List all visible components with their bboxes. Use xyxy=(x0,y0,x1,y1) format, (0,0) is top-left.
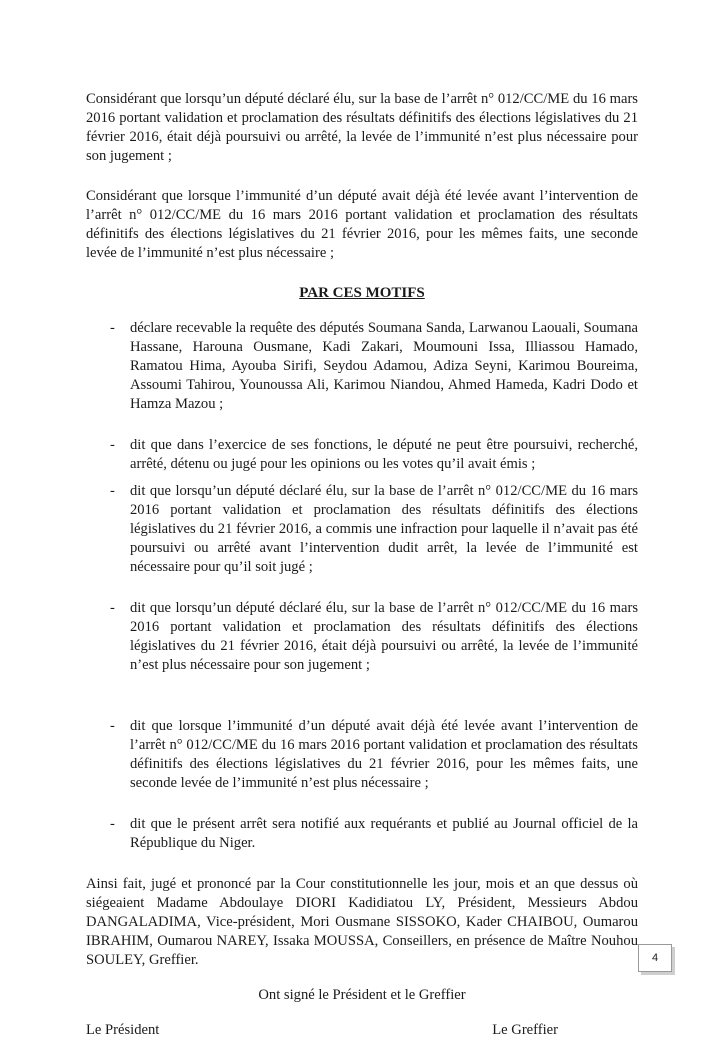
closing-paragraph: Ainsi fait, jugé et prononcé par la Cour constitutionnelle les jour, mois et an que dessus où siégeaient Madame Abdoulaye DIORI Kadidiatou LY, Président, Messieurs Abdou DANGALADIMA, Vice-président, Mori Ousmane SISSOKO, Kader CHAIBOU, Oumarou IBRAHIM, Oumarou NAREY, Issaka MOUSSA, Conseillers, en présence de Maître Nouhou SOULEY, Greffier. xyxy=(86,876,638,968)
list-item-text: déclare recevable la requête des députés Soumana Sanda, Larwanou Laouali, Soumana Hassane, Harouna Ousmane, Kadi Zakari, Moumouni Issa, Illiassou Hamado, Ramatou Hima, Ayouba Sirifi, Seydou Adamou, Adiza Seyni, Karimou Boureima, Assoumi Tahirou, Younoussa Ali, Karimou Niandou, Ahmed Hameda, Kadri Dodo et Hamza Mazou ; xyxy=(130,320,638,412)
signed-line: Ont signé le Président et le Greffier xyxy=(258,987,466,1003)
motifs-list xyxy=(86,319,638,853)
signature-president: Le Président xyxy=(86,1022,160,1038)
page-number: 4 xyxy=(638,944,672,972)
list-dash: - xyxy=(110,718,115,734)
list-item-text: dit que dans l’exercice de ses fonctions, le député ne peut être poursuivi, recherché, arrêté, détenu ou jugé pour les opinions ou les votes qu’il avait émis ; xyxy=(130,437,638,472)
list-item xyxy=(86,482,638,577)
list-item-text: dit que lorsque l’immunité d’un député avait déjà été levée avant l’intervention de l’arrêt n° 012/CC/ME du 16 mars 2016 portant validation et proclamation des résultats définitifs des élections législatives du 21 février 2016, pour les mêmes faits, une seconde levée de l’immunité n’est plus nécessaire ; xyxy=(130,718,638,791)
list-item xyxy=(86,436,638,474)
list-item-text: dit que lorsqu’un député déclaré élu, sur la base de l’arrêt n° 012/CC/ME du 16 mars 2016 portant validation et proclamation des résultats définitifs des élections législatives du 21 février 2016, était déjà poursuivi ou arrêté, la levée de l’immunité n’est plus nécessaire pour son jugement ; xyxy=(130,600,638,673)
list-item xyxy=(86,319,638,414)
list-dash: - xyxy=(110,600,115,616)
list-dash: - xyxy=(110,816,115,832)
list-item-text: dit que lorsqu’un député déclaré élu, sur la base de l’arrêt n° 012/CC/ME du 16 mars 2016 portant validation et proclamation des résultats définitifs des élections législatives du 21 février 2016, a commis une infraction pour laquelle il n’avait pas été poursuivi ou arrêté avant l’intervention dudit arrêt, la levée de l’immunité est nécessaire pour qu’il soit jugé ; xyxy=(130,483,638,575)
list-dash: - xyxy=(110,483,115,499)
considerant-paragraph-1: Considérant que lorsqu’un député déclaré élu, sur la base de l’arrêt n° 012/CC/ME du 16 mars 2016 portant validation et proclamation des résultats définitifs des élections législatives du 21 février 2016, était déjà poursuivi ou arrêté, la levée de l’immunité n’est plus nécessaire pour son jugement ; xyxy=(86,91,638,164)
list-dash: - xyxy=(110,437,115,453)
list-item xyxy=(86,815,638,853)
section-heading: PAR CES MOTIFS xyxy=(299,285,425,301)
document-body xyxy=(86,90,638,1040)
list-dash: - xyxy=(110,320,115,336)
considerant-paragraph-2: Considérant que lorsque l’immunité d’un député avait déjà été levée avant l’intervention de l’arrêt n° 012/CC/ME du 16 mars 2016 portant validation et proclamation des résultats définitifs des élections législatives du 21 février 2016, pour les mêmes faits, une seconde levée de l’immunité n’est plus nécessaire ; xyxy=(86,188,638,261)
list-item xyxy=(86,717,638,793)
list-item xyxy=(86,599,638,675)
signature-greffier: Le Greffier xyxy=(492,1022,558,1038)
list-item-text: dit que le présent arrêt sera notifié aux requérants et publié au Journal officiel de la République du Niger. xyxy=(130,816,638,851)
